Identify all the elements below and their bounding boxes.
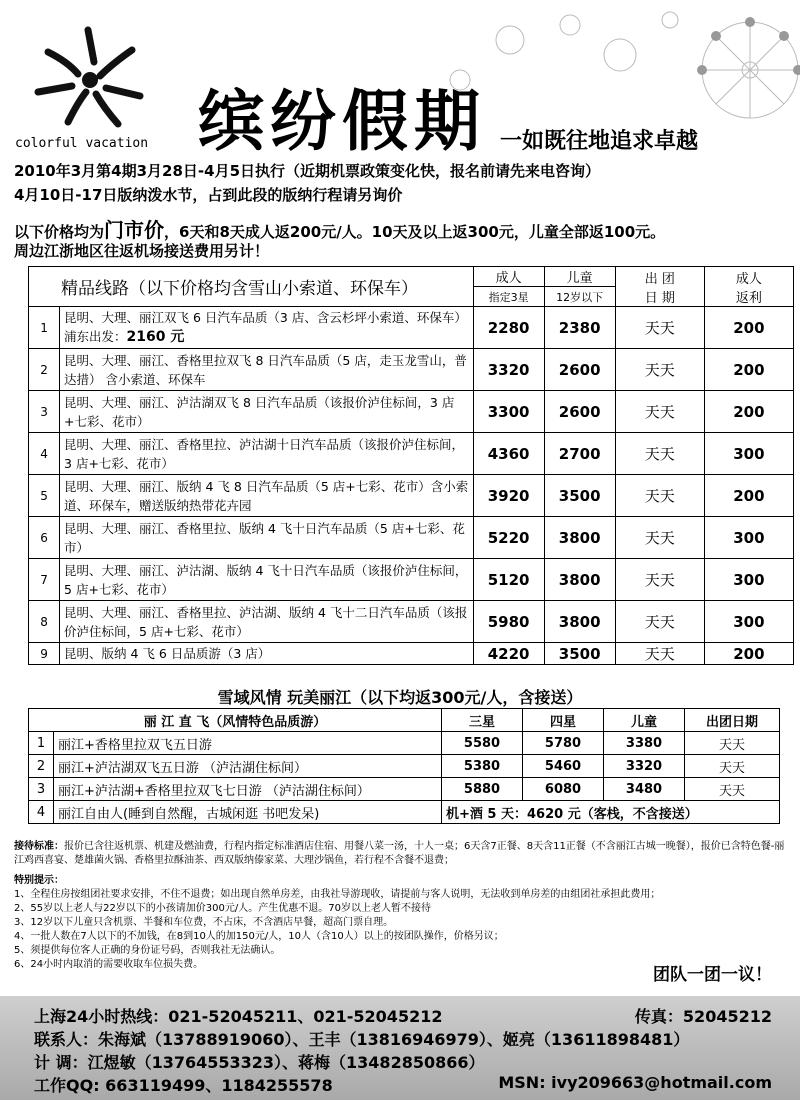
intro-line-2: 4月10日-17日版纳泼水节，占到此段的版纳行程请另询价 bbox=[14, 186, 403, 204]
adult-price: 5120 bbox=[473, 559, 544, 601]
route-desc-text: 昆明、大理、丽江、香格里拉、泸沽湖十日汽车品质（该报价泸住标间，3 店+七彩、花市） bbox=[64, 436, 465, 471]
col-child: 儿童 bbox=[604, 709, 685, 732]
col-adult-sub: 指定3星 bbox=[473, 287, 544, 307]
tip-item: 4、一批人数在7人以下的不加钱，在8到10人的加150元/人，10人（含10人）以上的按团队操作，价格另议； bbox=[14, 931, 504, 942]
route-desc: 丽江+泸沽湖+香格里拉双飞七日游 （泸沽湖住标间） bbox=[54, 778, 442, 801]
lijiang-rows bbox=[29, 732, 780, 801]
row-number: 3 bbox=[29, 778, 54, 801]
adult-price: 2280 bbox=[473, 307, 544, 349]
child-price: 3380 bbox=[604, 732, 685, 755]
col-adult: 成人 bbox=[473, 267, 544, 287]
child-price: 2700 bbox=[544, 433, 615, 475]
tip-item: 6、24小时内取消的需要收取车位损失费。 bbox=[14, 959, 204, 970]
col-child: 儿童 bbox=[544, 267, 615, 287]
rebate: 300 bbox=[704, 601, 793, 643]
intro-line-3 bbox=[14, 214, 665, 243]
row-number: 3 bbox=[29, 391, 60, 433]
table-row bbox=[29, 732, 780, 755]
row-number: 1 bbox=[29, 732, 54, 755]
intro-line-3-post: ，6天和8天成人返200元/人。10天及以上返300元，儿童全部返100元。 bbox=[164, 223, 666, 241]
free-travel-price bbox=[442, 801, 780, 824]
contact-footer bbox=[0, 996, 800, 1100]
page-title: 缤纷假期 bbox=[198, 83, 486, 160]
table-row bbox=[29, 307, 794, 349]
adult-price: 3920 bbox=[473, 475, 544, 517]
route-desc-text: 昆明、版纳 4 飞 6 日品质游（3 店） bbox=[64, 646, 271, 661]
adult-price: 5220 bbox=[473, 517, 544, 559]
table-row bbox=[29, 349, 794, 391]
depart-date: 天天 bbox=[615, 307, 704, 349]
intro-line-1: 2010年3月第4期3月28日-4月5日执行（近期机票政策变化快，报名前请先来电咨询） bbox=[14, 162, 601, 180]
adult-price: 3300 bbox=[473, 391, 544, 433]
depart-date: 天天 bbox=[615, 559, 704, 601]
depart-date: 天天 bbox=[685, 778, 780, 801]
depart-date: 天天 bbox=[615, 349, 704, 391]
child-price: 3800 bbox=[544, 601, 615, 643]
route-desc bbox=[60, 307, 474, 349]
adult-price: 4360 bbox=[473, 433, 544, 475]
route-desc-text: 昆明、大理、丽江、香格里拉、泸沽湖、版纳 4 飞十二日汽车品质（该报价泸住标间，5 店+七彩、花市） bbox=[64, 604, 468, 639]
three-star-price: 5380 bbox=[442, 755, 523, 778]
col-rebate-line2: 返利 bbox=[735, 290, 762, 306]
row-number: 5 bbox=[29, 475, 60, 517]
row-number: 2 bbox=[29, 755, 54, 778]
depart-date: 天天 bbox=[615, 517, 704, 559]
notes bbox=[14, 840, 786, 972]
fax: 传真：52045212 bbox=[634, 1007, 772, 1026]
table-row bbox=[29, 643, 794, 665]
adult-price: 4220 bbox=[473, 643, 544, 665]
msn: MSN: ivy209663@hotmail.com bbox=[498, 1073, 772, 1092]
tip-item: 2、55岁以上老人与22岁以下的小孩请加价300元/人。产生优惠不退。70岁以上老人暂不接待 bbox=[14, 903, 431, 914]
intro-line-3-pre: 以下价格均为 bbox=[14, 223, 105, 241]
table-row bbox=[29, 601, 794, 643]
route-rows bbox=[29, 307, 794, 665]
col-three-star: 三星 bbox=[442, 709, 523, 732]
route-price-table bbox=[28, 266, 794, 665]
logo-icon bbox=[28, 22, 148, 132]
route-desc-text: 昆明、大理、丽江、版纳 4 飞 8 日汽车品质（5 店+七彩、花市）含小索道、环保车，赠送版纳热带花卉园 bbox=[64, 478, 469, 513]
table-title: 精品线路（以下价格均含雪山小索道、环保车） bbox=[29, 267, 474, 307]
depart-date: 天天 bbox=[685, 732, 780, 755]
depart-date: 天天 bbox=[615, 601, 704, 643]
row-number: 4 bbox=[29, 801, 54, 824]
three-star-price: 5580 bbox=[442, 732, 523, 755]
child-price: 2380 bbox=[544, 307, 615, 349]
tip-item: 5、须提供每位客人正确的身份证号码，否则我社无法确认。 bbox=[14, 945, 281, 956]
depart-date: 天天 bbox=[615, 643, 704, 665]
route-desc bbox=[60, 559, 474, 601]
row-number: 4 bbox=[29, 433, 60, 475]
route-price-extra: 2160 元 bbox=[126, 329, 185, 345]
tip-item: 1、全程住房按组团社要求安排，不住不退费；如出现自然单房差，由我社导游现收，请提前与客人说明，无法收到单房差的由组团社承担此费用； bbox=[14, 889, 661, 900]
col-depart bbox=[615, 267, 704, 307]
route-desc-text: 昆明、大理、丽江、泸沽湖、版纳 4 飞十日汽车品质（该报价泸住标间，5 店+七彩、花市） bbox=[64, 562, 468, 597]
route-desc: 丽江+香格里拉双飞五日游 bbox=[54, 732, 442, 755]
intro-line-3-highlight: 门市价 bbox=[104, 218, 165, 242]
free-travel-amount: 4620 元 bbox=[527, 806, 581, 822]
child-price: 3800 bbox=[544, 559, 615, 601]
hotline: 上海24小时热线：021-52045211、021-52045212 bbox=[34, 1007, 443, 1026]
reception-standard bbox=[14, 840, 786, 868]
row-number: 1 bbox=[29, 307, 60, 349]
reception-text: 报价已含往返机票、机建及燃油费，行程内指定标准酒店住宿、用餐八菜一汤，十人一桌；6天含7正餐、8天含11正餐（不含丽江古城一晚餐），报价已含特色餐-丽江鸡西喜宴、楚雄菌火锅、香格里拉酥油茶、西双版纳傣家菜、大理沙锅鱼，若行程不含餐不退费； bbox=[14, 841, 785, 866]
row-number: 7 bbox=[29, 559, 60, 601]
route-desc-text: 昆明、大理、丽江、香格里拉、版纳 4 飞十日汽车品质（5 店+七彩、花市） bbox=[64, 520, 465, 555]
route-desc: 丽江自由人(睡到自然醒，古城闲逛 书吧发呆) bbox=[54, 801, 442, 824]
tip-item: 3、12岁以下儿童只含机票、半餐和车位费，不占床，不含酒店早餐，超高门票自理。 bbox=[14, 917, 394, 928]
table-header-row bbox=[29, 709, 780, 732]
rebate: 300 bbox=[704, 517, 793, 559]
section-title: 雪域风情 玩美丽江（以下均返300元/人，含接送） bbox=[217, 688, 583, 707]
free-travel-pre: 机+酒 5 天： bbox=[446, 806, 527, 822]
depart-date: 天天 bbox=[685, 755, 780, 778]
row-number: 6 bbox=[29, 517, 60, 559]
col-rebate bbox=[704, 267, 793, 307]
four-star-price: 5780 bbox=[523, 732, 604, 755]
col-rebate-line1: 成人 bbox=[735, 271, 762, 287]
route-desc bbox=[60, 475, 474, 517]
table-header-row bbox=[29, 267, 794, 287]
tips-label: 特别提示： bbox=[14, 875, 64, 886]
route-desc-text: 昆明、大理、丽江、香格里拉双飞 8 日汽车品质（5 店，走玉龙雪山，普达措） 含小索道、环保车 bbox=[64, 352, 467, 387]
intro-line-4: 周边江浙地区往返机场接送费用另计！ bbox=[14, 242, 270, 260]
row-number: 8 bbox=[29, 601, 60, 643]
route-desc-text: 昆明、大理、丽江双飞 6 日汽车品质（3 店、含云杉坪小索道、环保车） 浦东出发： bbox=[64, 310, 467, 344]
row-number: 9 bbox=[29, 643, 60, 665]
col-depart: 出团日期 bbox=[685, 709, 780, 732]
route-desc bbox=[60, 349, 474, 391]
rebate: 200 bbox=[704, 307, 793, 349]
lijiang-price-table bbox=[28, 708, 780, 824]
route-desc-text: 昆明、大理、丽江、泸沽湖双飞 8 日汽车品质（该报价泸住标间，3 店+七彩、花市） bbox=[64, 394, 455, 429]
logo-text: colorful vacation bbox=[15, 136, 149, 151]
route-desc bbox=[60, 391, 474, 433]
rebate: 300 bbox=[704, 559, 793, 601]
depart-date: 天天 bbox=[615, 391, 704, 433]
col-four-star: 四星 bbox=[523, 709, 604, 732]
depart-date: 天天 bbox=[615, 475, 704, 517]
free-travel-post: （客栈，不含接送） bbox=[580, 806, 698, 822]
four-star-price: 6080 bbox=[523, 778, 604, 801]
three-star-price: 5880 bbox=[442, 778, 523, 801]
rebate: 200 bbox=[704, 475, 793, 517]
table-row bbox=[29, 778, 780, 801]
rebate: 200 bbox=[704, 643, 793, 665]
col-child-sub: 12岁以下 bbox=[544, 287, 615, 307]
row-number: 2 bbox=[29, 349, 60, 391]
table2-title: 丽 江 直 飞（风情特色品质游） bbox=[29, 709, 442, 732]
four-star-price: 5460 bbox=[523, 755, 604, 778]
col-depart-line2: 日 期 bbox=[644, 290, 675, 306]
route-desc bbox=[60, 643, 474, 665]
slogan: 一如既往地追求卓越 bbox=[500, 129, 699, 154]
planner: 计 调：江煜敏（13764553323）、蒋梅（13482850866） bbox=[34, 1053, 485, 1072]
child-price: 3320 bbox=[604, 755, 685, 778]
depart-date: 天天 bbox=[615, 433, 704, 475]
work-qq: 工作QQ: 663119499、1184255578 bbox=[34, 1076, 333, 1095]
table-row bbox=[29, 517, 794, 559]
child-price: 2600 bbox=[544, 391, 615, 433]
route-desc bbox=[60, 601, 474, 643]
table-row bbox=[29, 391, 794, 433]
child-price: 3500 bbox=[544, 475, 615, 517]
child-price: 2600 bbox=[544, 349, 615, 391]
route-desc bbox=[60, 517, 474, 559]
table-row bbox=[29, 559, 794, 601]
table-row bbox=[29, 433, 794, 475]
route-desc bbox=[60, 433, 474, 475]
table-row bbox=[29, 475, 794, 517]
adult-price: 3320 bbox=[473, 349, 544, 391]
team-note: 团队一团一议！ bbox=[653, 965, 772, 985]
table-row bbox=[29, 801, 780, 824]
contacts: 联系人：朱海斌（13788919060）、王丰（13816946979）、姬亮（13611898481） bbox=[34, 1030, 690, 1049]
child-price: 3480 bbox=[604, 778, 685, 801]
route-desc: 丽江+泸沽湖双飞五日游 （泸沽湖住标间） bbox=[54, 755, 442, 778]
adult-price: 5980 bbox=[473, 601, 544, 643]
table-row bbox=[29, 755, 780, 778]
child-price: 3800 bbox=[544, 517, 615, 559]
rebate: 200 bbox=[704, 391, 793, 433]
reception-label: 接待标准： bbox=[14, 841, 64, 852]
child-price: 3500 bbox=[544, 643, 615, 665]
rebate: 200 bbox=[704, 349, 793, 391]
rebate: 300 bbox=[704, 433, 793, 475]
col-depart-line1: 出 团 bbox=[644, 271, 675, 287]
